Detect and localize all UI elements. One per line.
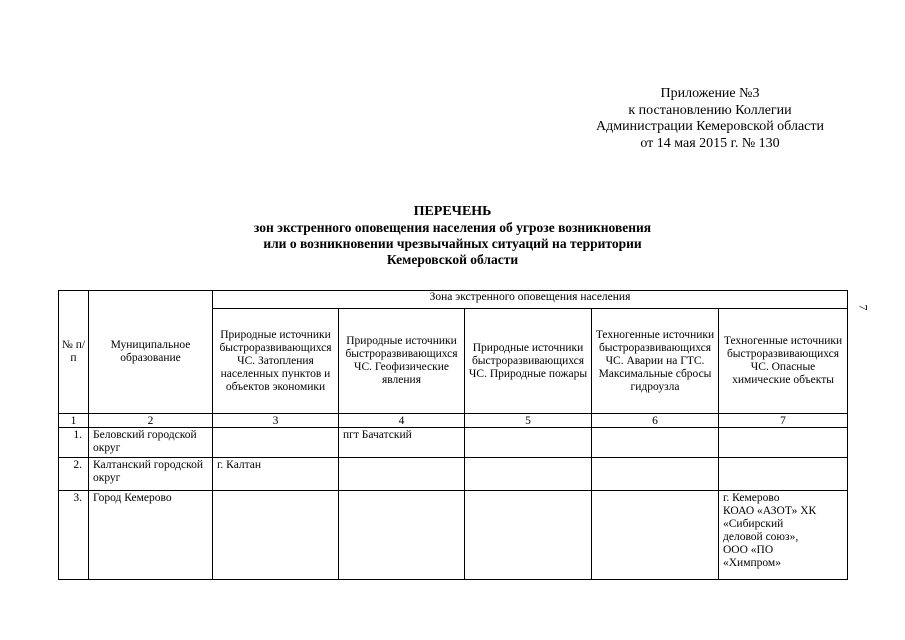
header-zone: Зона экстренного оповещения населения <box>213 291 848 309</box>
row-cell <box>339 458 465 491</box>
row-municipality: Беловский городской округ <box>89 428 213 458</box>
appendix-line: Приложение №3 <box>660 86 760 101</box>
cell-line: ООО «ПО <box>723 544 774 556</box>
title-line: зон экстренного оповещения населения об угрозе возникновения <box>253 220 652 235</box>
row-cell <box>213 428 339 458</box>
header-zone-col: Техногенные источники быстроразвивающихся ЧС. Опасные химические объекты <box>719 309 848 414</box>
title-line: или о возникновении чрезвычайных ситуаций на территории <box>263 236 642 251</box>
row-cell <box>719 458 848 491</box>
row-cell <box>213 491 339 580</box>
table-row <box>59 458 848 491</box>
column-number: 5 <box>465 414 592 428</box>
row-number: 1. <box>59 428 89 458</box>
cell-line: «Химпром» <box>723 557 781 569</box>
row-cell <box>592 458 719 491</box>
header-zone-col: Техногенные источники быстроразвивающихся ЧС. Аварии на ГТС. Максимальные сбросы гидроузла <box>592 309 719 414</box>
header-no: № п/п <box>59 291 89 414</box>
row-cell: г. Калтан <box>213 458 339 491</box>
column-number: 3 <box>213 414 339 428</box>
row-cell <box>339 491 465 580</box>
page-number: 7 <box>856 304 871 311</box>
zones-table <box>58 290 848 580</box>
title-line: Кемеровской области <box>386 252 519 267</box>
table-row <box>59 491 848 580</box>
appendix-line: Администрации Кемеровской области <box>596 119 824 134</box>
cell-line: г. Кемерово <box>723 492 780 504</box>
row-cell <box>719 428 848 458</box>
header-zone-col: Природные источники быстроразвивающихся ЧС. Природные пожары <box>465 309 592 414</box>
row-cell <box>465 458 592 491</box>
row-number: 3. <box>59 491 89 580</box>
appendix-block <box>560 86 860 152</box>
appendix-line: от 14 мая 2015 г. № 130 <box>640 135 780 151</box>
header-zone-col: Природные источники быстроразвивающихся ЧС. Затопления населенных пунктов и объектов экономики <box>213 309 339 414</box>
row-municipality: Город Кемерово <box>89 491 213 580</box>
row-cell <box>719 491 848 580</box>
cell-line: «Сибирский <box>723 518 784 530</box>
title-heading: ПЕРЕЧЕНЬ <box>413 204 492 219</box>
row-municipality: Калтанский городской округ <box>89 458 213 491</box>
row-cell <box>465 491 592 580</box>
row-cell <box>592 491 719 580</box>
appendix-line: к постановлению Коллегии <box>628 102 792 118</box>
row-cell <box>465 428 592 458</box>
table-row <box>59 428 848 458</box>
row-cell: пгт Бачатский <box>339 428 465 458</box>
cell-line: КОАО «АЗОТ» ХК <box>723 505 817 517</box>
header-municipality: Муниципальное образование <box>89 291 213 414</box>
header-zone-col: Природные источники быстроразвивающихся ЧС. Геофизические явления <box>339 309 465 414</box>
column-number: 7 <box>719 414 848 428</box>
column-number: 4 <box>339 414 465 428</box>
row-cell <box>592 428 719 458</box>
cell-line: деловой союз», <box>723 531 799 543</box>
column-number: 2 <box>89 414 213 428</box>
column-number: 6 <box>592 414 719 428</box>
row-number: 2. <box>59 458 89 491</box>
column-number: 1 <box>59 414 89 428</box>
document-title <box>150 204 755 268</box>
